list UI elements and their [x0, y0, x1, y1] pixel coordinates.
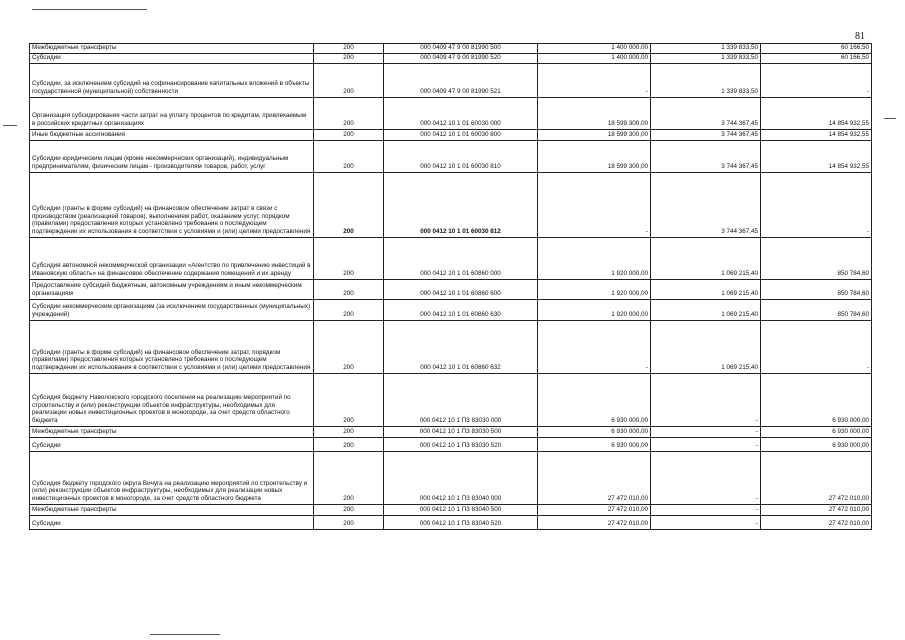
row-budget-code: 000 0412 10 1 01 60030 810: [384, 140, 538, 172]
row-unexecuted-amount: 850 784,60: [761, 299, 872, 320]
table-row: [30, 140, 872, 172]
table-row: [30, 299, 872, 320]
row-approved-amount: 18 599 300,00: [538, 97, 651, 129]
row-executed-amount: -: [651, 515, 761, 529]
row-admin-code: 200: [314, 172, 384, 237]
row-unexecuted-amount: 850 784,60: [761, 237, 872, 279]
row-name: Иные бюджетные ассигнования: [30, 129, 314, 140]
row-approved-amount: -: [538, 172, 651, 237]
row-approved-amount: 1 920 000,00: [538, 279, 651, 299]
table-row: [30, 426, 872, 437]
row-budget-code: 000 0412 10 1 П3 83030 500: [384, 426, 538, 437]
row-unexecuted-amount: 14 854 932,55: [761, 97, 872, 129]
table-row: [30, 437, 872, 451]
row-executed-amount: -: [651, 437, 761, 451]
row-admin-code: 200: [314, 451, 384, 504]
row-admin-code: 200: [314, 373, 384, 426]
row-approved-amount: 1 920 000,00: [538, 237, 651, 279]
row-name: Субсидии, за исключением субсидий на софинансирование капитальных вложений в объекты государственной (муниципальной) собственности: [30, 63, 314, 97]
row-budget-code: 000 0409 47 9 00 81990 521: [384, 63, 538, 97]
row-name: Субсидии некоммерческим организациям (за исключением государственных (муниципальных) учреждений): [30, 299, 314, 320]
row-admin-code: 200: [314, 279, 384, 299]
table-row: [30, 279, 872, 299]
row-admin-code: 200: [314, 237, 384, 279]
row-admin-code: 200: [314, 504, 384, 515]
row-executed-amount: 1 339 833,50: [651, 44, 761, 54]
row-admin-code: 200: [314, 515, 384, 529]
row-executed-amount: 3 744 367,45: [651, 97, 761, 129]
row-name: Межбюджетные трансферты: [30, 426, 314, 437]
row-approved-amount: -: [538, 63, 651, 97]
row-admin-code: 200: [314, 97, 384, 129]
row-unexecuted-amount: 6 930 000,00: [761, 426, 872, 437]
row-approved-amount: 18 599 300,00: [538, 140, 651, 172]
scan-line-left: [3, 125, 17, 126]
scan-line-right: [884, 118, 896, 119]
row-unexecuted-amount: 60 166,50: [761, 44, 872, 54]
row-name: Субсидии (гранты в форме субсидий) на финансовое обеспечение затрат в связи с производством (реализацией товаров), выполнением работ, оказанием услуг, порядком (правилами) предоставления которых установлено требование о последующем подтверждении их использования в соответствии с условиями и (или) целями предоставления: [30, 172, 314, 237]
row-admin-code: 200: [314, 437, 384, 451]
row-approved-amount: 6 930 000,00: [538, 426, 651, 437]
row-budget-code: 000 0412 10 1 П3 83030 000: [384, 373, 538, 426]
row-unexecuted-amount: -: [761, 63, 872, 97]
row-approved-amount: 1 400 000,00: [538, 53, 651, 63]
row-admin-code: 200: [314, 426, 384, 437]
row-name: Субсидии: [30, 437, 314, 451]
row-approved-amount: -: [538, 320, 651, 373]
row-approved-amount: 1 920 000,00: [538, 299, 651, 320]
row-budget-code: 000 0412 10 1 01 60860 630: [384, 299, 538, 320]
row-executed-amount: 1 069 215,40: [651, 299, 761, 320]
row-approved-amount: 18 599 300,00: [538, 129, 651, 140]
row-approved-amount: 27 472 010,00: [538, 515, 651, 529]
table-row: [30, 504, 872, 515]
row-executed-amount: 1 069 215,40: [651, 237, 761, 279]
row-budget-code: 000 0412 10 1 01 60030 000: [384, 97, 538, 129]
row-approved-amount: 27 472 010,00: [538, 451, 651, 504]
budget-execution-table: [29, 43, 872, 530]
row-unexecuted-amount: 850 784,60: [761, 279, 872, 299]
row-name: Субсидии (гранты в форме субсидий) на финансовое обеспечение затрат, порядком (правилами) предоставления которых установлено требование о последующем подтверждении их использования в соответствии с условиями и (или) целями предоставления: [30, 320, 314, 373]
row-unexecuted-amount: 27 472 010,00: [761, 504, 872, 515]
row-executed-amount: 3 744 367,45: [651, 172, 761, 237]
row-admin-code: 200: [314, 140, 384, 172]
row-executed-amount: 1 339 833,50: [651, 63, 761, 97]
row-approved-amount: 6 930 000,00: [538, 373, 651, 426]
row-name: Субсидия автономной некоммерческой организации «Агентство по привлечению инвестиций в Ивановскую область» на финансовое обеспечение содержания помещений и их аренду: [30, 237, 314, 279]
row-budget-code: 000 0412 10 1 01 60030 800: [384, 129, 538, 140]
table-row: [30, 172, 872, 237]
row-name: Субсидия бюджету Наволокского городского поселения на реализацию мероприятий по строительству и (или) реконструкции объектов инфраструктуры, необходимых для реализации новых инвестиционных проектов в моногороде, за счет средств областного бюджета: [30, 373, 314, 426]
row-budget-code: 000 0412 10 1 01 60030 812: [384, 172, 538, 237]
row-approved-amount: 27 472 010,00: [538, 504, 651, 515]
row-unexecuted-amount: 14 854 932,55: [761, 140, 872, 172]
row-budget-code: 000 0412 10 1 01 60860 632: [384, 320, 538, 373]
row-budget-code: 000 0409 47 9 00 81990 520: [384, 53, 538, 63]
table-row: [30, 63, 872, 97]
row-admin-code: 200: [314, 320, 384, 373]
row-unexecuted-amount: -: [761, 172, 872, 237]
table-row: [30, 373, 872, 426]
row-unexecuted-amount: 60 166,50: [761, 53, 872, 63]
row-name: Межбюджетные трансферты: [30, 504, 314, 515]
row-budget-code: 000 0412 10 1 П3 83040 000: [384, 451, 538, 504]
table-row: [30, 129, 872, 140]
row-executed-amount: 3 744 367,45: [651, 140, 761, 172]
row-name: Предоставление субсидий бюджетным, автономным учреждениям и иным некоммерческим организациям: [30, 279, 314, 299]
table-row: [30, 451, 872, 504]
row-budget-code: 000 0412 10 1 П3 83040 520: [384, 515, 538, 529]
row-admin-code: 200: [314, 129, 384, 140]
scan-line-top: [32, 9, 147, 10]
row-name: Субсидия бюджету городского округа Вичуга на реализацию мероприятий по строительству и (или) реконструкции объектов инфраструктуры, необходимых для реализации новых инвестиционных проектов в моногороде, за счет средств областного бюджета: [30, 451, 314, 504]
row-executed-amount: -: [651, 504, 761, 515]
row-unexecuted-amount: 27 472 010,00: [761, 515, 872, 529]
row-unexecuted-amount: 27 472 010,00: [761, 451, 872, 504]
row-budget-code: 000 0409 47 9 00 81990 500: [384, 44, 538, 54]
row-name: Организация субсидирования части затрат на уплату процентов по кредитам, привлекаемым в российских кредитных организациях: [30, 97, 314, 129]
row-admin-code: 200: [314, 299, 384, 320]
table-row: [30, 515, 872, 529]
row-executed-amount: 1 069 215,40: [651, 320, 761, 373]
row-executed-amount: 1 069 215,40: [651, 279, 761, 299]
row-admin-code: 200: [314, 63, 384, 97]
row-unexecuted-amount: 6 930 000,00: [761, 373, 872, 426]
row-approved-amount: 1 400 000,00: [538, 44, 651, 54]
row-admin-code: 200: [314, 53, 384, 63]
row-budget-code: 000 0412 10 1 П3 83030 520: [384, 437, 538, 451]
row-executed-amount: -: [651, 451, 761, 504]
table-row: [30, 53, 872, 63]
row-executed-amount: -: [651, 373, 761, 426]
row-budget-code: 000 0412 10 1 01 60860 600: [384, 279, 538, 299]
row-budget-code: 000 0412 10 1 01 60860 000: [384, 237, 538, 279]
row-name: Субсидии: [30, 515, 314, 529]
row-executed-amount: -: [651, 426, 761, 437]
row-unexecuted-amount: 14 854 932,55: [761, 129, 872, 140]
row-admin-code: 200: [314, 44, 384, 54]
row-name: Межбюджетные трансферты: [30, 44, 314, 54]
row-budget-code: 000 0412 10 1 П3 83040 500: [384, 504, 538, 515]
row-executed-amount: 1 339 833,50: [651, 53, 761, 63]
row-name: Субсидии юридическим лицам (кроме некоммерческих организаций), индивидуальным предпринимателям, физическим лицам - производителям товаров, работ, услуг: [30, 140, 314, 172]
row-name: Субсидии: [30, 53, 314, 63]
page-number: 81: [855, 31, 865, 42]
table-row: [30, 237, 872, 279]
row-approved-amount: 6 930 000,00: [538, 437, 651, 451]
row-unexecuted-amount: -: [761, 320, 872, 373]
table-row: [30, 97, 872, 129]
table-row: [30, 320, 872, 373]
table-row: [30, 44, 872, 54]
row-executed-amount: 3 744 367,45: [651, 129, 761, 140]
row-unexecuted-amount: 6 930 000,00: [761, 437, 872, 451]
scan-line-bottom: [150, 634, 220, 635]
